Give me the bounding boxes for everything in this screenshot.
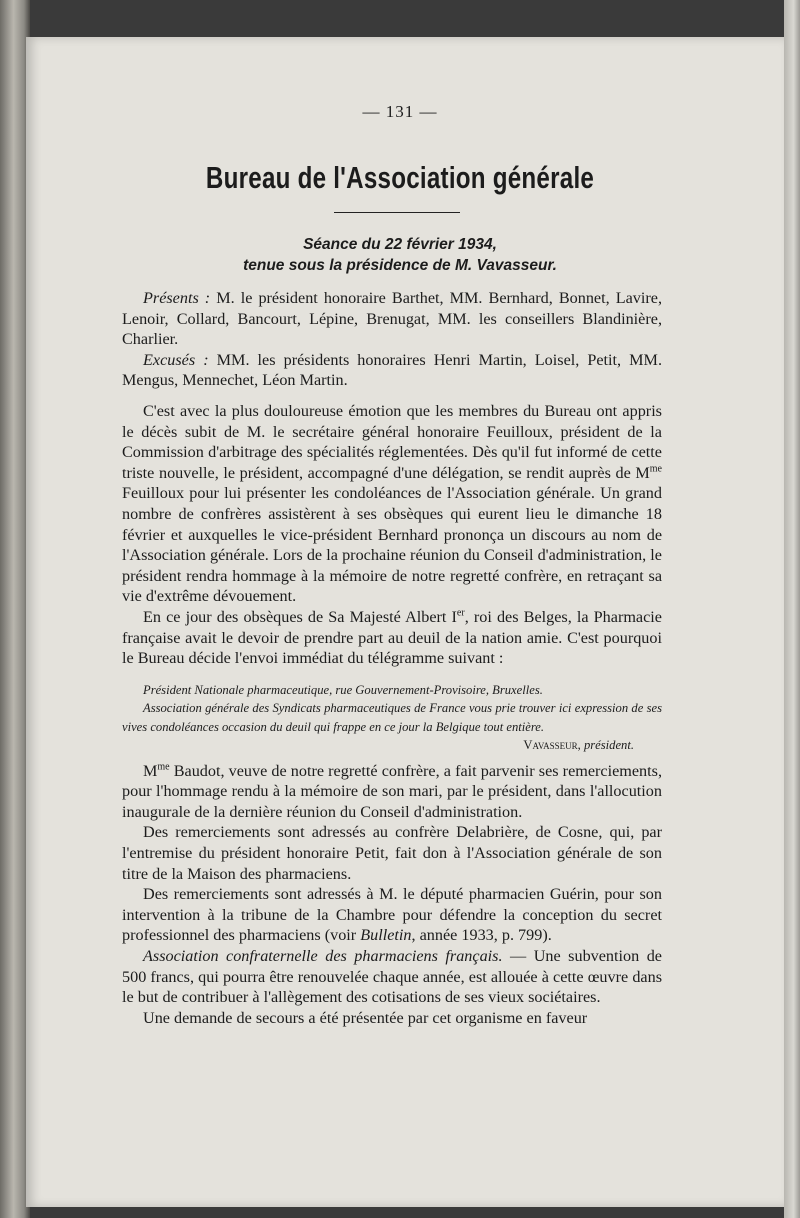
para1-part-a: C'est avec la plus douloureuse émotion que les membres du Bureau ont appris le décès subit de M. le secrétaire général honoraire Feuilloux, président de la Commission d'arbitrage des spécialités réglementées. Dès qu'il fut informé de cette triste nouvelle, le président, accompagné d'une délégation, se rendit auprès de M [122,401,662,482]
telegram-signature [122,736,662,755]
article-body [122,288,662,1028]
signature-name: Vavasseur, [523,738,581,753]
title-rule [334,212,460,213]
delabriere-paragraph: Des remerciements sont adressés au confrère Delabrière, de Cosne, qui, par l'entremise du président honoraire Petit, fait don à l'Association générale de son titre de la Maison des pharmaciens. [122,823,662,883]
presents-paragraph [122,288,662,350]
para2-sup: er [456,607,465,619]
seance-date: Séance du 22 février 1934, [303,236,497,253]
page-number: — 131 — [362,102,438,121]
baudot-paragraph [122,761,662,823]
para2-part-b: , roi des Belges, la Pharmacie française avait le devoir de prendre part au deuil de la nation amie. C'est pourquoi le Bureau décide l'envoi immédiat du télégramme suivant : [122,607,662,668]
para3-sup: me [157,761,170,773]
telegram-address: Président Nationale pharmaceutique, rue Gouvernement-Provisoire, Bruxelles. [143,682,543,697]
secours-paragraph: Une demande de secours a été présentée par cet organisme en faveur [143,1008,588,1027]
para6-part-b: — Une subvention de 500 francs, qui pourra être renouvelée chaque année, est allouée à cette œuvre dans le but de contribuer à l'allègement des cotisations de ses vieux sociétaires. [122,947,662,1007]
signature-role: président. [580,738,634,753]
presents-label: Présents : [143,289,211,307]
feuilloux-paragraph [122,401,662,607]
para1-sup: me [649,463,662,475]
bulletin-ref: Bulletin [360,926,412,945]
para1-part-b: Feuilloux pour lui présenter les condoléances de l'Association générale. Un grand nombre de confrères assistèrent à ses obsèques qui eurent lieu le dimanche 18 février et auxquelles le vice-président Bernhard prononça un discours au nom de l'Association générale. Lors de la prochaine réunion du Conseil d'administration, le président rendra hommage à la mémoire de notre regretté confrère, en retraçant sa vie d'extrême dévouement. [122,484,662,606]
telegram-message: Association générale des Syndicats pharmaceutiques de France vous prie trouver ici expression de ses vives condoléances occasion du deuil qui frappe en ce jour la Belgique tout entière. [122,701,662,734]
seance-presidence: tenue sous la présidence de M. Vavasseur. [243,257,557,274]
telegram [122,681,662,755]
excuses-paragraph [122,350,662,391]
para5-part-b: , année 1933, p. 799). [411,926,552,945]
association-paragraph [122,946,662,1008]
page-edge-right [784,0,800,1218]
para3-part-b: Baudot, veuve de notre regretté confrère, a fait parvenir ses remerciements, pour l'hommage rendu à la mémoire de son mari, par le président, dans l'allocution inaugurale de la dernière réunion du Conseil d'administration. [122,761,662,821]
association-name: Association confraternelle des pharmaciens français. [143,947,503,966]
para3-part-a: M [143,761,158,780]
albert-paragraph [122,607,662,669]
para5-part-a: Des remerciements sont adressés à M. le député pharmacien Guérin, pour son intervention à la tribune de la Chambre pour défendre la conception du secret professionnel des pharmaciens (voir [122,885,662,945]
excuses-text: MM. les présidents honoraires Henri Martin, Loisel, Petit, MM. Mengus, Mennechet, Léon Martin. [122,350,662,390]
presents-text: M. le président honoraire Barthet, MM. Bernhard, Bonnet, Lavire, Lenoir, Collard, Bancourt, Lépine, Brenugat, MM. les conseillers Blandinière, Charlier. [122,289,662,349]
guerin-paragraph [122,884,662,946]
para2-part-a: En ce jour des obsèques de Sa Majesté Albert I [143,607,457,626]
excuses-label: Excusés : [143,350,209,369]
page-title: Bureau de l'Association générale [205,160,595,195]
